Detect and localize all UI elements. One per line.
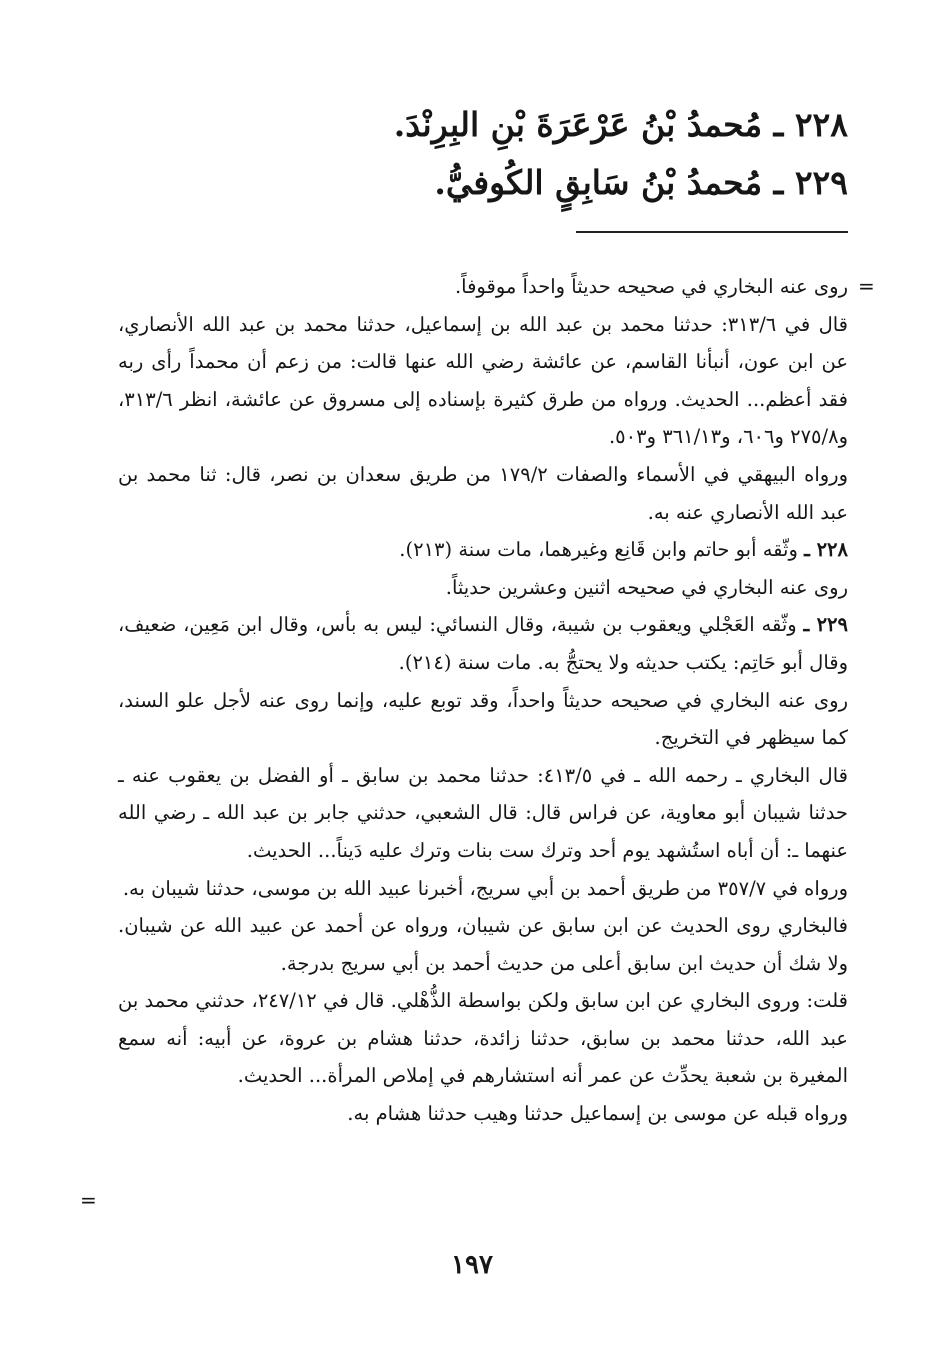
footnote-number: ٢٢٩ ـ: [803, 613, 848, 637]
footnote-paragraph: روى عنه البخاري في صحيحه حديثاً واحداً موقوفاً.: [454, 275, 848, 298]
footnote-paragraph: قال في ٣١٣/٦: حدثنا محمد بن عبد الله بن إسماعيل، حدثنا محمد بن عبد الله الأنصاري، عن ابن عون، أنبأنا القاسم، عن عائشة رضي الله عنها قالت: من زعم أن محمداً رأى ربه فقد أعظم... الحديث. ورواه من طرق كثيرة بإسناده إلى مسروق عن عائشة، انظر ٣١٣/٦، و٢٧٥/٨ و٦٠٦، و٣٦١/١٣ و٥٠٣.: [118, 312, 848, 449]
continuation-mark-bottom: =: [80, 1188, 97, 1212]
footnote-paragraph: قلت: وروى البخاري عن ابن سابق ولكن بواسطة الذُّهْلي. قال في ٢٤٧/١٢، حدثني محمد بن عبد الله، حدثنا محمد بن سابق، حدثنا زائدة، حدثنا هشام بن عروة، عن أبيه: أنه سمع المغيرة بن شعبة يحدِّث عن عمر أنه استشارهم في إملاص المرأة... الحديث.: [118, 989, 848, 1088]
footnote-paragraph: روى عنه البخاري في صحيحه حديثاً واحداً، وقد توبع عليه، وإنما روى عنه لأجل علو السند، كما سيظهر في التخريج.: [118, 688, 848, 750]
footnote-paragraph: فالبخاري روى الحديث عن ابن سابق عن شيبان، ورواه عن أحمد عن عبيد الله عن شيبان. ولا شك أن حديث ابن سابق أعلى من حديث أحمد بن أبي سريج بدرجة.: [118, 914, 848, 975]
entry-heading-229: ٢٢٩ ـ مُحمدُ بْنُ سَابِقٍ الكُوفيُّ.: [434, 163, 848, 202]
footnote-paragraph: قال البخاري ـ رحمه الله ـ في ٤١٣/٥: حدثنا محمد بن سابق ـ أو الفضل بن يعقوب عنه ـ حدثنا شيبان أبو معاوية، عن فراس قال: قال الشعبي، حدثني جابر بن عبد الله ـ رضي الله عنهما ـ: أن أباه استُشهد يوم أحد وترك ست بنات وترك عليه دَيناً... الحديث.: [118, 763, 848, 862]
footnote-number: ٢٢٨ ـ: [804, 538, 848, 562]
footnote-paragraph: ورواه قبله عن موسى بن إسماعيل حدثنا وهيب حدثنا هشام به.: [347, 1102, 848, 1126]
footnote-separator: [576, 231, 848, 233]
continuation-mark-top: =: [858, 274, 875, 298]
footnote-paragraph: روى عنه البخاري في صحيحه اثنين وعشرين حديثاً.: [445, 575, 848, 599]
footnote-paragraph: ورواه البيهقي في الأسماء والصفات ١٧٩/٢ من طريق سعدان بن نصر، قال: ثنا محمد بن عبد الله الأنصاري عنه به.: [118, 462, 849, 524]
footnote-paragraph: ورواه في ٣٥٧/٧ من طريق أحمد بن أبي سريج، أخبرنا عبيد الله بن موسى، حدثنا شيبان به.: [122, 876, 848, 900]
footnote-228: ٢٢٨ ـ وثّقه أبو حاتم وابن قَانِع وغيرهما، مات سنة (٢١٣).: [399, 538, 848, 562]
footnotes-section: [118, 268, 848, 1133]
page-number: ١٩٧: [451, 1250, 493, 1280]
footnote-229: ٢٢٩ ـ وثّقه العَجْلي ويعقوب بن شيبة، وقال النسائي: ليس به بأس، وقال ابن مَعِين، ضعيف، وقال أبو حَاتِم: يكتب حديثه ولا يحتجُّ به. مات سنة (٢١٤).: [118, 613, 848, 674]
entry-heading-228: ٢٢٨ ـ مُحمدُ بْنُ عَرْعَرَةَ بْنِ البِرِنْدَ.: [393, 105, 848, 144]
